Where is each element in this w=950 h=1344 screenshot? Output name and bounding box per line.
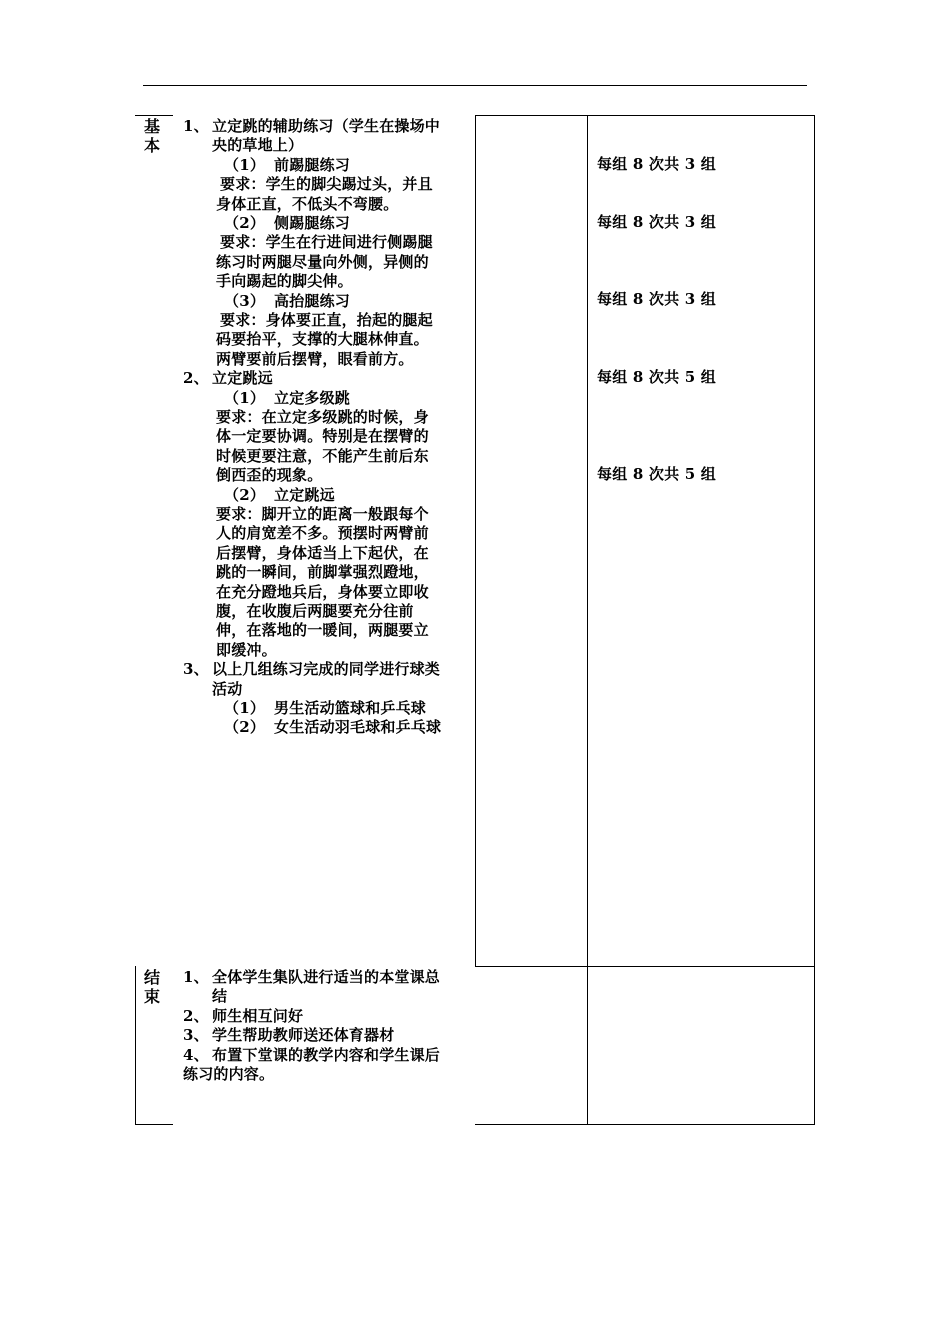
text-line: 两臂要前后摆臂，眼看前方。 (216, 349, 414, 368)
text-line: 练习的内容。 (183, 1065, 275, 1083)
section-label-ending-1: 结 (144, 968, 161, 987)
count-n2: 5 (679, 465, 701, 483)
text-line: 人的肩宽差不多。预摆时两臂前 (216, 524, 429, 543)
count-pre: 每组 (597, 368, 628, 386)
text-line: 侧踢腿练习 (274, 214, 351, 232)
count-pre: 每组 (597, 465, 628, 483)
section-label-basic-2: 本 (144, 136, 161, 155)
header-rule (143, 85, 807, 86)
text-line: 身体正直，不低头不弯腰。 (216, 194, 399, 213)
text-line: 师生相互问好 (212, 1006, 304, 1025)
text-line: 以上几组练习完成的同学进行球类 (212, 660, 441, 679)
text-line: 手向踢起的脚尖伸。 (216, 272, 353, 291)
count-post: 组 (700, 155, 716, 173)
text-line: 练习时两腿尽量向外侧，异侧的 (216, 252, 429, 271)
item-number: 2、 (183, 1006, 209, 1025)
count-row (597, 155, 716, 174)
table-border-top-right (475, 115, 815, 116)
table-border-top-left (135, 115, 173, 116)
count-mid: 次共 (648, 290, 680, 308)
item-number: （2） (224, 485, 266, 504)
section-divider (475, 966, 815, 967)
text-line: 结 (212, 987, 228, 1006)
item-number: 3、 (183, 660, 209, 679)
text-line: 体一定要协调。特别是在摆臂的 (216, 427, 429, 446)
count-n1: 8 (627, 465, 649, 483)
count-pre: 每组 (597, 290, 628, 308)
text-line: 伸，在落地的一暖间，两腿要立 (216, 621, 429, 640)
count-pre: 每组 (597, 213, 628, 231)
count-pre: 每组 (597, 155, 628, 173)
section-label-basic-1: 基 (144, 117, 161, 136)
text-line: 学生帮助教师送还体育器材 (212, 1026, 395, 1045)
item-number: 3、 (183, 1026, 209, 1045)
item-number: （1） (224, 388, 266, 407)
text-line: 男生活动篮球和乒乓球 (274, 699, 427, 717)
count-n2: 3 (679, 213, 701, 231)
text-line: 立定多级跳 (274, 388, 351, 407)
item-number: （1） (224, 699, 266, 717)
item-number: （2） (224, 214, 266, 232)
text-line: 在充分蹬地兵后，身体要立即收 (216, 582, 429, 601)
text-line: 央的草地上） (212, 136, 304, 155)
text-line: 活动 (212, 679, 243, 698)
table-border-bottom-right (475, 1124, 815, 1125)
count-post: 组 (700, 290, 716, 308)
count-mid: 次共 (648, 155, 680, 173)
count-row (597, 465, 716, 484)
text-line: 女生活动羽毛球和乒乓球 (274, 718, 442, 737)
text-line: 后摆臂，身体适当上下起伏，在 (216, 543, 429, 562)
text-line: 立定跳远 (274, 485, 335, 504)
count-n2: 5 (679, 368, 701, 386)
count-n2: 3 (679, 155, 701, 173)
count-mid: 次共 (648, 465, 680, 483)
table-border-right (814, 115, 815, 1125)
count-mid: 次共 (648, 368, 680, 386)
count-n1: 8 (627, 155, 649, 173)
item-number: 4、 (183, 1045, 209, 1064)
column-divider-2 (587, 115, 588, 1125)
table-border-bottom-left (135, 1124, 173, 1125)
text-line: 立定跳远 (212, 369, 273, 388)
count-post: 组 (700, 213, 716, 231)
text-line: 前踢腿练习 (274, 155, 351, 174)
item-number: （3） (224, 291, 266, 310)
text-line: 要求：学生的脚尖踢过头，并且 (220, 175, 433, 194)
text-line: 腹，在收腹后两腿要充分往前 (216, 602, 414, 620)
count-post: 组 (700, 368, 716, 386)
item-number: （1） (224, 155, 266, 174)
count-row (597, 213, 716, 232)
text-line: 码要抬平，支撑的大腿林伸直。 (216, 330, 429, 349)
count-n1: 8 (627, 290, 649, 308)
column-divider-1 (475, 115, 476, 967)
text-line: 要求：学生在行进间进行侧踢腿 (220, 233, 433, 252)
item-number: 1、 (183, 968, 209, 986)
text-line: 高抬腿练习 (274, 291, 351, 310)
count-post: 组 (700, 465, 716, 483)
text-line: 立定跳的辅助练习（学生在操场中 (212, 117, 441, 135)
text-line: 要求：脚开立的距离一般跟每个 (216, 505, 429, 523)
table-border-left-lower (135, 966, 136, 1125)
item-number: （2） (224, 718, 266, 737)
text-line: 跳的一瞬间，前脚掌强烈蹬地， (216, 563, 429, 582)
text-line: 要求：在立定多级跳的时候，身 (216, 408, 429, 426)
text-line: 全体学生集队进行适当的本堂课总 (212, 968, 441, 986)
count-mid: 次共 (648, 213, 680, 231)
count-n2: 3 (679, 290, 701, 308)
section-label-ending-2: 束 (144, 987, 161, 1006)
count-n1: 8 (627, 368, 649, 386)
text-line: 要求：身体要正直，抬起的腿起 (220, 311, 433, 329)
item-number: 1、 (183, 117, 209, 135)
item-number: 2、 (183, 369, 209, 388)
text-line: 时候更要注意，不能产生前后东 (216, 446, 429, 465)
text-line: 倒西歪的现象。 (216, 466, 323, 485)
text-line: 布置下堂课的教学内容和学生课后 (212, 1045, 441, 1064)
count-row (597, 368, 716, 387)
count-row (597, 290, 716, 309)
text-line: 即缓冲。 (216, 640, 277, 659)
count-n1: 8 (627, 213, 649, 231)
